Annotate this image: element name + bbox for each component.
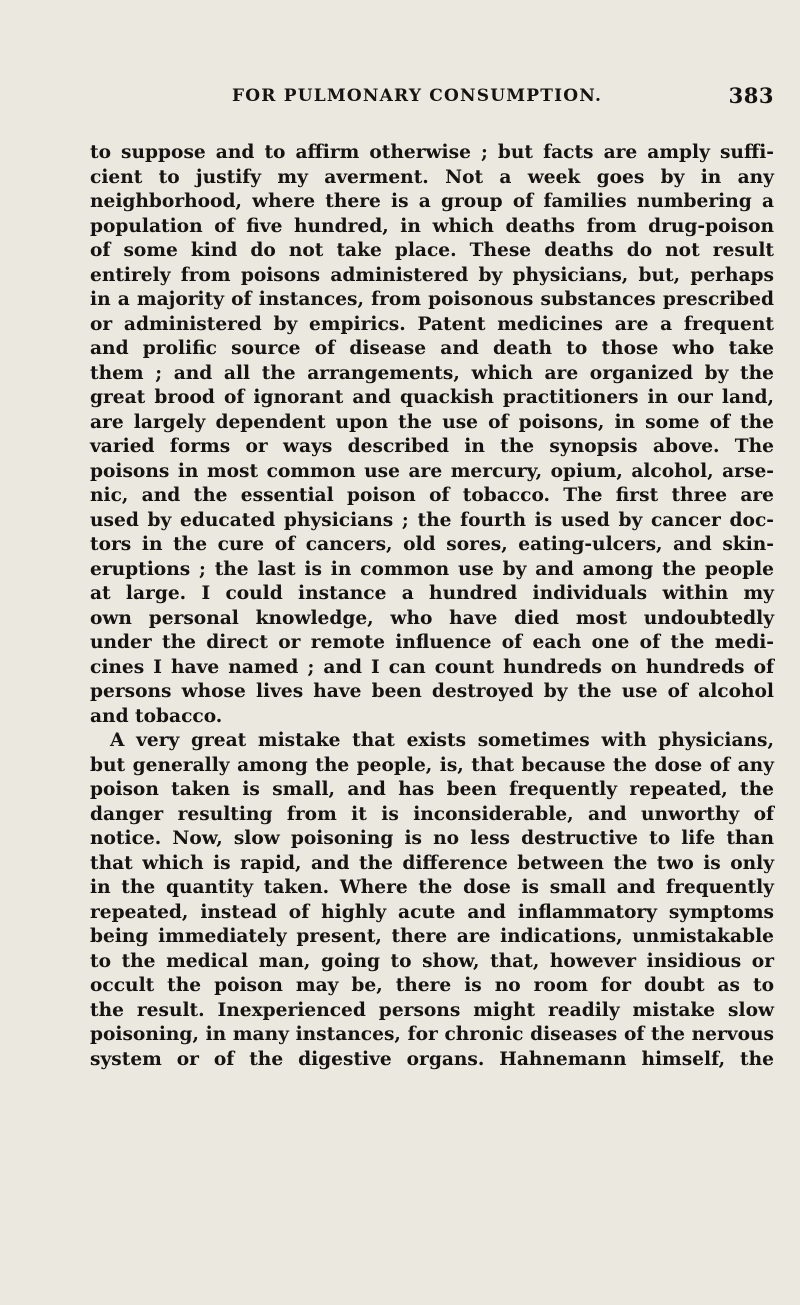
running-title: FOR PULMONARY CONSUMPTION. bbox=[232, 86, 603, 106]
text-line: varied forms or ways described in the synopsis above. The bbox=[90, 436, 774, 457]
text-line: to suppose and to affirm otherwise ; but facts are amply suffi- bbox=[90, 142, 774, 163]
text-line: poison taken is small, and has been frequently repeated, the bbox=[90, 779, 774, 800]
text-line: or administered by empirics. Patent medicines are a frequent bbox=[90, 313, 774, 335]
text-line: cines I have named ; and I can count hundreds on hundreds of bbox=[90, 656, 774, 678]
paragraph bbox=[90, 729, 774, 1072]
text-line: nic, and the essential poison of tobacco. The first three are bbox=[90, 485, 774, 506]
text-line: in the quantity taken. Where the dose is small and frequently bbox=[90, 877, 774, 898]
text-line: the result. Inexperienced persons might readily mistake slow bbox=[90, 999, 774, 1021]
text-line: population of five hundred, in which deaths from drug-poison bbox=[90, 215, 774, 237]
text-line: poisons in most common use are mercury, opium, alcohol, arse- bbox=[90, 460, 774, 482]
text-line: that which is rapid, and the difference between the two is only bbox=[90, 852, 774, 874]
paragraph bbox=[90, 141, 774, 729]
text-line: A very great mistake that exists sometimes with physicians, bbox=[110, 730, 774, 751]
text-line: danger resulting from it is inconsiderable, and unworthy of bbox=[90, 803, 774, 825]
body-text bbox=[90, 141, 774, 1072]
text-line: entirely from poisons administered by physicians, but, perhaps bbox=[90, 264, 774, 286]
text-line: system or of the digestive organs. Hahnemann himself, the bbox=[90, 1048, 774, 1070]
text-line: tors in the cure of cancers, old sores, eating-ulcers, and skin- bbox=[90, 534, 774, 555]
text-line: cient to justify my averment. Not a week goes by in any bbox=[90, 166, 774, 188]
text-line: notice. Now, slow poisoning is no less destructive to life than bbox=[90, 828, 774, 849]
text-line: them ; and all the arrangements, which are organized by the bbox=[90, 362, 774, 384]
text-line: repeated, instead of highly acute and inflammatory symptoms bbox=[90, 901, 774, 923]
text-line: but generally among the people, is, that because the dose of any bbox=[90, 754, 774, 776]
text-line: being immediately present, there are indications, unmistakable bbox=[90, 926, 774, 947]
text-line: under the direct or remote influence of each one of the medi- bbox=[90, 632, 774, 653]
text-line: are largely dependent upon the use of poisons, in some of the bbox=[90, 411, 774, 433]
text-line: and prolific source of disease and death to those who take bbox=[90, 338, 774, 359]
page-number: 383 bbox=[728, 83, 774, 108]
text-line: of some kind do not take place. These deaths do not result bbox=[90, 240, 774, 261]
text-line: neighborhood, where there is a group of families numbering a bbox=[90, 191, 774, 212]
page-header bbox=[90, 83, 774, 116]
text-line: eruptions ; the last is in common use by and among the people bbox=[90, 558, 774, 580]
text-line: used by educated physicians ; the fourth is used by cancer doc- bbox=[90, 509, 774, 531]
text-line: at large. I could instance a hundred individuals within my bbox=[90, 583, 774, 604]
text-line: in a majority of instances, from poisonous substances prescribed bbox=[90, 289, 774, 310]
text-line: persons whose lives have been destroyed by the use of alcohol bbox=[90, 681, 774, 702]
text-line: and tobacco. bbox=[90, 705, 223, 727]
text-line: poisoning, in many instances, for chronic diseases of the nervous bbox=[90, 1024, 774, 1045]
text-line: great brood of ignorant and quackish practitioners in our land, bbox=[90, 387, 774, 408]
text-line: to the medical man, going to show, that, however insidious or bbox=[90, 950, 774, 972]
text-line: occult the poison may be, there is no room for doubt as to bbox=[90, 975, 774, 996]
text-line: own personal knowledge, who have died most undoubtedly bbox=[90, 607, 774, 629]
